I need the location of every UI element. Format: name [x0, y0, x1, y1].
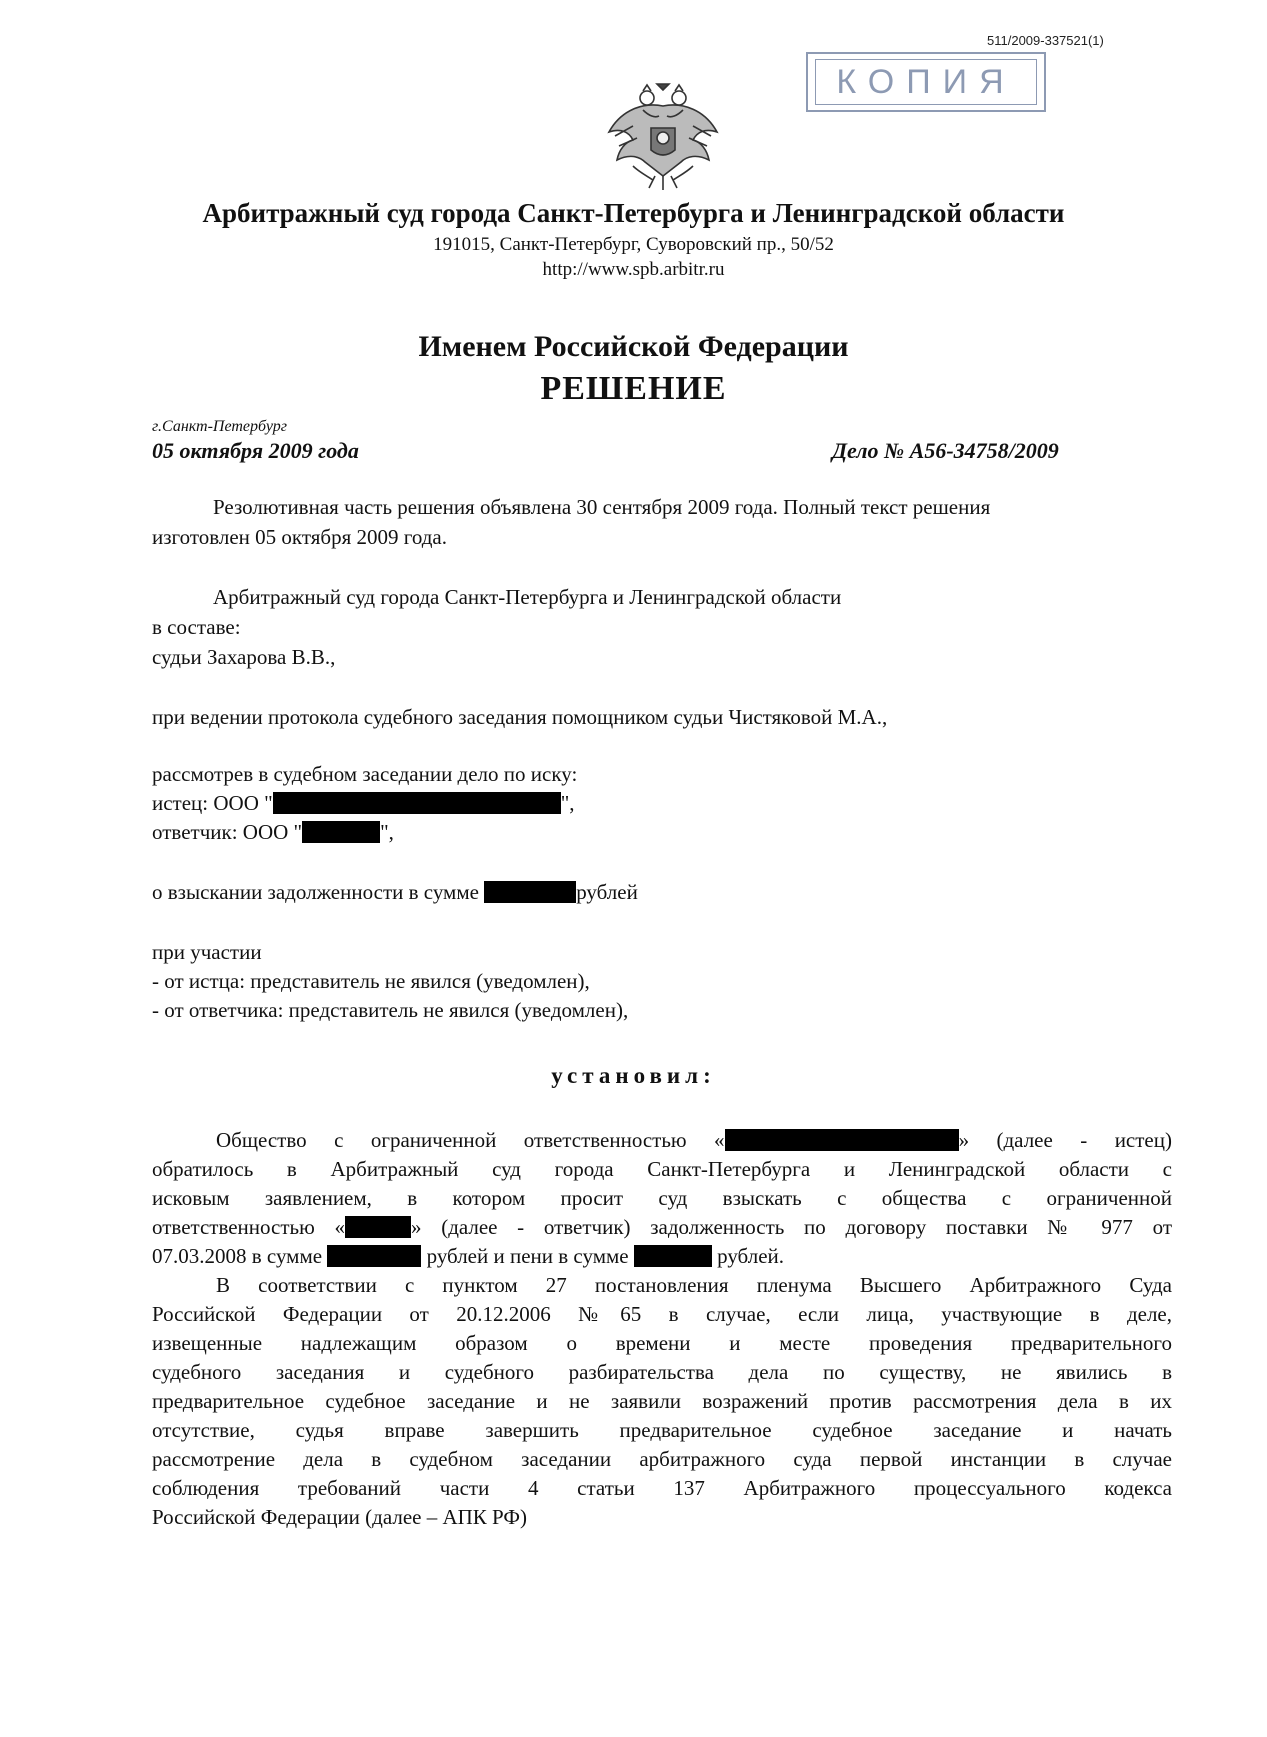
body-line: извещенные надлежащим образом о времени и месте проведения предварительного — [152, 1331, 1172, 1355]
redaction-block — [725, 1129, 959, 1151]
body-line: обратилось в Арбитражный суд города Санкт-Петербурга и Ленинградской области с — [152, 1157, 1172, 1181]
copy-stamp-text: КОПИЯ — [815, 59, 1037, 105]
recovery — [152, 880, 638, 905]
body-line: соблюдения требований части 4 статьи 137 Арбитражного процессуального кодекса — [152, 1476, 1172, 1500]
redaction-block — [327, 1245, 421, 1267]
from-defendant: - от ответчика: представитель не явился (уведомлен), — [152, 998, 629, 1022]
from-plaintiff: - от истца: представитель не явился (уведомлен), — [152, 969, 590, 993]
body-line — [152, 1215, 1172, 1240]
decision-date: 05 октября 2009 года — [152, 438, 359, 463]
resolution-line-1: Резолютивная часть решения объявлена 30 сентября 2009 года. Полный текст решения — [213, 495, 991, 519]
established-heading: установил: — [551, 1063, 716, 1088]
court-website: http://www.spb.arbitr.ru — [542, 259, 725, 280]
body-text: Общество с ограниченной ответственностью « — [216, 1128, 725, 1152]
body-line — [152, 1244, 784, 1269]
in-the-name-heading: Именем Российской Федерации — [418, 330, 849, 363]
body-line: Российской Федерации (далее – АПК РФ) — [152, 1505, 527, 1529]
resolution-line-2: изготовлен 05 октября 2009 года. — [152, 525, 447, 549]
body-line: исковым заявлением, в котором просит суд взыскать с общества с ограниченной — [152, 1186, 1172, 1210]
decision-title: РЕШЕНИЕ — [540, 370, 727, 407]
redaction-block — [484, 881, 576, 903]
redaction-block — [273, 792, 561, 814]
judge: судьи Захарова В.В., — [152, 645, 336, 669]
city: г.Санкт-Петербург — [152, 418, 287, 435]
recovery-prefix: о взыскании задолженности в сумме — [152, 880, 485, 904]
coat-of-arms-icon — [603, 76, 723, 192]
plaintiff — [152, 791, 575, 816]
document-number: 511/2009-337521(1) — [987, 33, 1104, 48]
participation: при участии — [152, 940, 262, 964]
body-line: рассмотрение дела в судебном заседании арбитражного суда первой инстанции в случае — [152, 1447, 1172, 1471]
protocol: при ведении протокола судебного заседания помощником судьи Чистяковой М.А., — [152, 705, 888, 729]
court-title: Арбитражный суд города Санкт-Петербурга и Ленинградской области — [202, 198, 1065, 228]
court-line-2: в составе: — [152, 615, 241, 639]
body-text: ответственностью « — [152, 1215, 346, 1239]
court-line-1: Арбитражный суд города Санкт-Петербурга и Ленинградской области — [213, 585, 842, 609]
body-line: отсутствие, судья вправе завершить предварительное судебное заседание и начать — [152, 1418, 1172, 1442]
body-line: судебного заседания и судебного разбирательства дела по существу, не явились в — [152, 1360, 1172, 1384]
body-line: В соответствии с пунктом 27 постановления пленума Высшего Арбитражного Суда — [216, 1273, 1172, 1297]
body-line: предварительное судебное заседание и не заявили возражений против рассмотрения дела в их — [152, 1389, 1172, 1413]
body-text: 07.03.2008 в сумме — [152, 1244, 328, 1268]
plaintiff-prefix: истец: ООО " — [152, 791, 273, 815]
redaction-block — [302, 821, 380, 843]
plaintiff-suffix: ", — [560, 791, 575, 815]
body-line — [216, 1128, 1172, 1153]
body-text: » (далее - истец) — [958, 1128, 1172, 1152]
body-text: рублей. — [711, 1244, 785, 1268]
body-text: » (далее - ответчик) задолженность по договору поставки № 977 от — [411, 1215, 1172, 1239]
recovery-suffix: рублей — [576, 880, 638, 904]
redaction-block — [345, 1216, 411, 1238]
copy-stamp — [806, 52, 1046, 112]
case-number: Дело № А56-34758/2009 — [832, 438, 1059, 463]
court-address: 191015, Санкт-Петербург, Суворовский пр., 50/52 — [433, 234, 834, 255]
considered: рассмотрев в судебном заседании дело по иску: — [152, 762, 578, 786]
defendant — [152, 820, 394, 845]
defendant-prefix: ответчик: ООО " — [152, 820, 303, 844]
redaction-block — [634, 1245, 712, 1267]
defendant-suffix: ", — [380, 820, 394, 844]
body-line: Российской Федерации от 20.12.2006 №65 в случае, если лица, участвующие в деле, — [152, 1302, 1172, 1326]
body-text: рублей и пени в сумме — [421, 1244, 634, 1268]
